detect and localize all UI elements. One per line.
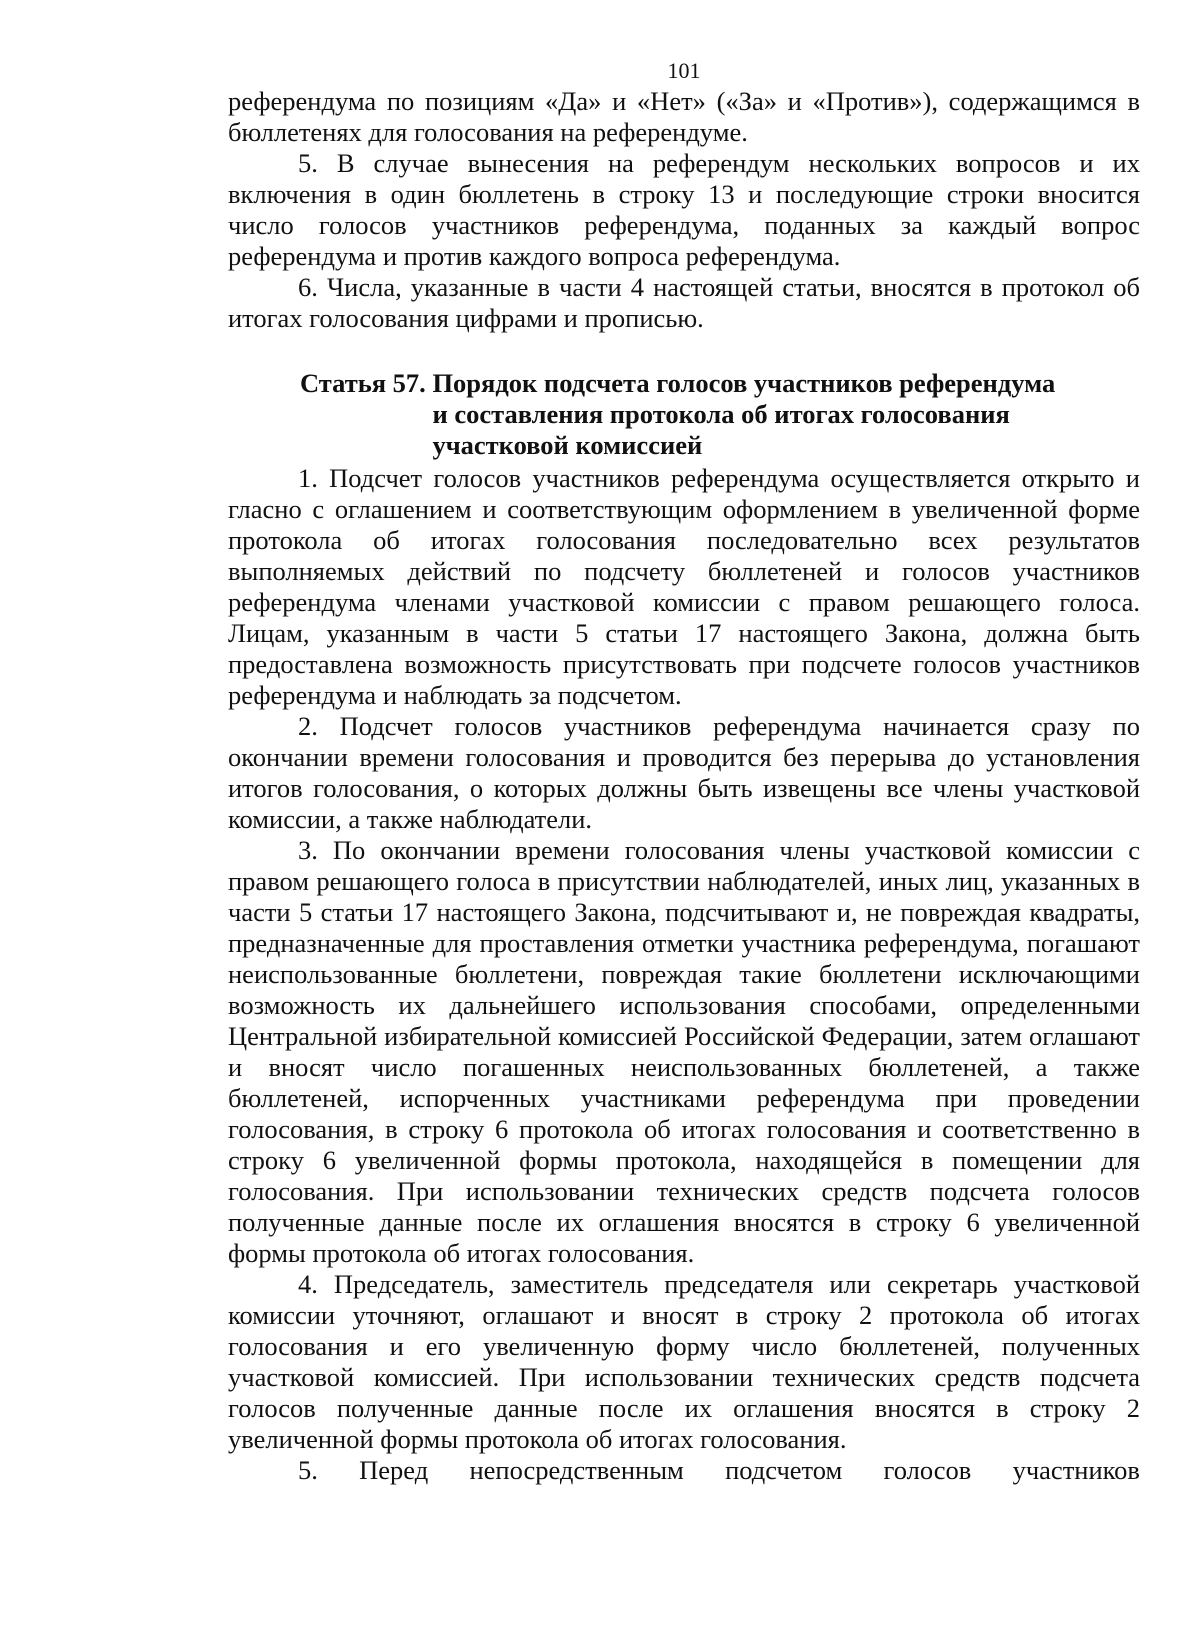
article-title-line: участковой комиссией <box>432 430 703 460</box>
article-label: Статья 57. <box>300 368 433 398</box>
paragraph-item-6: 6. Числа, указанные в части 4 настоящей статьи, вносятся в протокол об итогах голосования цифрами и прописью. <box>228 272 1140 333</box>
article-heading <box>228 368 1140 461</box>
word: подсчетом <box>725 1455 843 1485</box>
article-title-line: Порядок подсчета голосов участников референдума <box>432 368 1056 398</box>
article-paragraph-3: 3. По окончании времени голосования члены участковой комиссии с правом решающего голоса в присутствии наблюдателей, иных лиц, указанных в части 5 статьи 17 настоящего Закона, подсчитывают и, не повреждая квадраты, предназначенные для проставления отметки участника референдума, погашают неиспользованные бюллетени, повреждая такие бюллетени исключающими возможность их дальнейшего использования способами, определенными Центральной избирательной комиссией Российской Федерации, затем оглашают и вносят число погашенных неиспользованных бюллетеней, а также бюллетеней, испорченных участниками референдума при проведении голосования, в строку 6 протокола об итогах голосования и соответственно в строку 6 увеличенной формы протокола, находящейся в помещении для голосования. При использовании технических средств подсчета голосов полученные данные после их оглашения вносятся в строку 6 увеличенной формы протокола об итогах голосования. <box>228 835 1140 1268</box>
paragraph-item-5: 5. В случае вынесения на референдум нескольких вопросов и их включения в один бюллетень в строку 13 и последующие строки вносится число голосов участников референдума, поданных за каждый вопрос референдума и против каждого вопроса референдума. <box>228 148 1140 271</box>
word: непосредственным <box>469 1455 684 1485</box>
article-title <box>432 368 1055 461</box>
page-number: 101 <box>667 58 701 83</box>
article-paragraph-1: 1. Подсчет голосов участников референдума осуществляется открыто и гласно с оглашением и соответствующим оформлением в увеличенной форме протокола об итогах голосования последовательно всех результатов выполняемых действий по подсчету бюллетеней и голосов участников референдума членами участковой комиссии с правом решающего голоса. Лицам, указанным в части 5 статьи 17 настоящего Закона, должна быть предоставлена возможность присутствовать при подсчете голосов участников референдума и наблюдать за подсчетом. <box>228 463 1140 710</box>
article-paragraph-5-start <box>228 1455 1140 1486</box>
word: 5. <box>298 1455 318 1485</box>
article-title-line: и составления протокола об итогах голосования <box>432 399 1010 429</box>
paragraph-continuation: референдума по позициям «Да» и «Нет» («За» и «Против»), содержащимся в бюллетенях для голосования на референдуме. <box>228 86 1140 147</box>
word: Перед <box>359 1455 429 1485</box>
word: голосов <box>883 1455 972 1485</box>
word: участников <box>1012 1455 1140 1485</box>
article-paragraph-2: 2. Подсчет голосов участников референдума начинается сразу по окончании времени голосования и проводится без перерыва до установления итогов голосования, о которых должны быть извещены все члены участковой комиссии, а также наблюдатели. <box>228 711 1140 834</box>
article-paragraph-4: 4. Председатель, заместитель председателя или секретарь участковой комиссии уточняют, оглашают и вносят в строку 2 протокола об итогах голосования и его увеличенную форму число бюллетеней, полученных участковой комиссией. При использовании технических средств подсчета голосов полученные данные после их оглашения вносятся в строку 2 увеличенной формы протокола об итогах голосования. <box>228 1269 1140 1454</box>
document-page <box>228 56 1140 1486</box>
